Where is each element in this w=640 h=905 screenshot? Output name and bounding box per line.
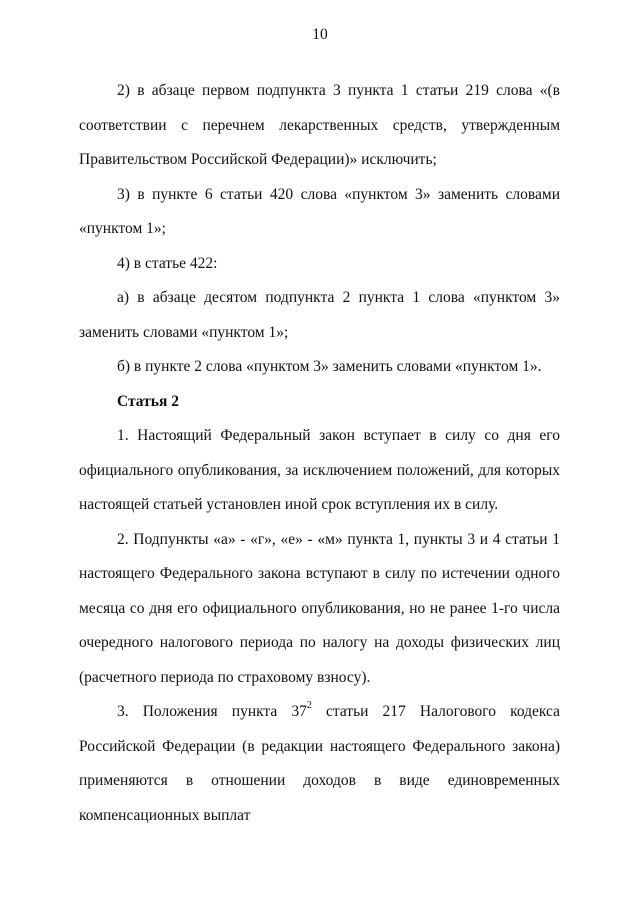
paragraph-article2-item-2: 2. Подпункты «а» - «г», «е» - «м» пункта 1, пункты 3 и 4 статьи 1 настоящего Федерального закона вступают в силу по истечении одного месяца со дня его официального опубликования, но не ранее 1-го числа очередного налогового периода по налогу на доходы физических лиц (расчетного периода по страховому взносу).	[79, 530, 560, 686]
paragraph-subitem-b: б) в пункте 2 слова «пунктом 3» заменить словами «пунктом 1».	[117, 358, 542, 375]
paragraph-article2-item-3	[79, 695, 560, 833]
paragraph-subitem-a: а) в абзаце десятом подпункта 2 пункта 1 слова «пунктом 3» заменить словами «пунктом 1»;	[79, 289, 560, 341]
paragraph-item-2: 2) в абзаце первом подпункта 3 пункта 1 статьи 219 слова «(в соответствии с перечнем лекарственных средств, утвержденным Правительством Российской Федерации)» исключить;	[79, 82, 560, 168]
article-heading: Статья 2	[117, 392, 179, 410]
page-number: 10	[312, 26, 328, 43]
paragraph-item-4: 4) в статье 422:	[117, 254, 218, 272]
paragraph-text-end: статьи 217 Налогового кодекса Российской Федерации (в редакции настоящего Федерального закона) применяются в отношении доходов в виде единовременных компенсационных выплат	[79, 703, 561, 824]
paragraph-text-start: 3. Положения пункта 37	[117, 703, 307, 720]
paragraph-article2-item-1: 1. Настоящий Федеральный закон вступает в силу со дня его официального опубликования, за исключением положений, для которых настоящей статьей установлен иной срок вступления их в силу.	[79, 427, 560, 513]
paragraph-item-3: 3) в пункте 6 статьи 420 слова «пунктом 3» заменить словами «пунктом 1»;	[79, 185, 560, 237]
document-body	[79, 74, 560, 833]
superscript: 2	[306, 699, 312, 711]
